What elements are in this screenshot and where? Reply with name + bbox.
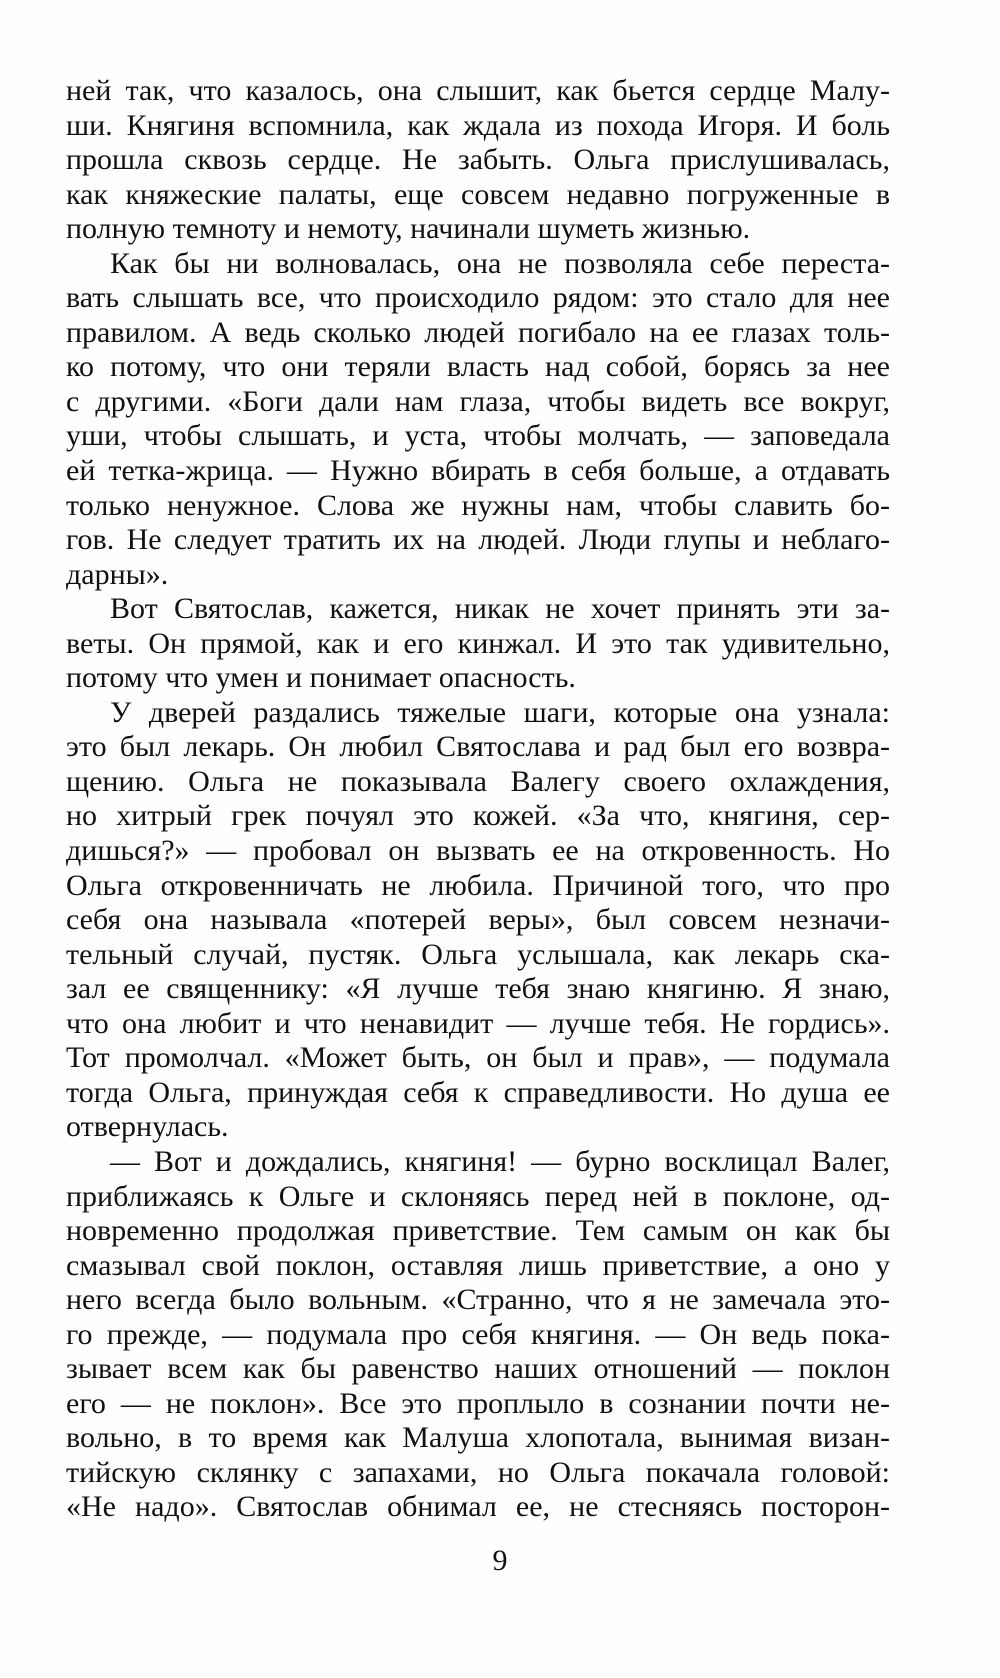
text-line: тийскую склянку с запахами, но Ольга покачала головой: [66,1455,890,1489]
text-line: тогда Ольга, принуждая себя к справедливости. Но душа ее [66,1075,890,1109]
text-line: новременно продолжая приветствие. Тем самым он как бы [66,1214,890,1248]
text-line: что она любит и что ненавидит — лучше тебя. Не гордись». [66,1006,890,1040]
text-line: отвернулась. [66,1110,229,1144]
text-line: — Вот и дождались, княгиня! — бурно восклицал Валег, [110,1144,890,1178]
text-line: полную темноту и немоту, начинали шуметь жизнью. [66,212,751,246]
text-line: ши. Княгиня вспомнила, как ждала из похода Игоря. И боль [66,108,890,142]
text-line: Вот Святослав, кажется, никак не хочет принять эти за- [110,592,890,626]
text-line: прошла сквозь сердце. Не забыть. Ольга прислушивалась, [66,143,890,177]
text-line: только ненужное. Слова же нужны нам, чтобы славить бо- [66,488,890,522]
text-line: Ольга откровенничать не любила. Причиной того, что про [66,868,890,902]
text-line: смазывал свой поклон, оставляя лишь приветствие, а оно у [66,1248,890,1282]
text-line: себя она называла «потерей веры», был совсем незначи- [66,903,890,937]
text-line: приближаясь к Ольге и склоняясь перед ней в поклоне, од- [66,1179,890,1213]
text-line: веты. Он прямой, как и его кинжал. И это так удивительно, [66,626,890,660]
text-line: зывает всем как бы равенство наших отношений — поклон [66,1352,890,1386]
text-line: него всегда было вольным. «Странно, что я не замечала это- [66,1283,890,1317]
text-line: его — не поклон». Все это проплыло в сознании почти не- [66,1386,890,1420]
text-line: дарны». [66,557,169,591]
text-line: тельный случай, пустяк. Ольга услышала, как лекарь ска- [66,937,890,971]
text-line: правилом. А ведь сколько людей погибало на ее глазах толь- [66,315,890,349]
text-line: вольно, в то время как Малуша хлопотала, вынимая визан- [66,1421,890,1455]
text-line: потому что умен и понимает опасность. [66,661,576,695]
text-line: ко потому, что они теряли власть над собой, борясь за нее [66,350,890,384]
text-line: дишься?» — пробовал он вызвать ее на откровенность. Но [66,834,890,868]
text-line: Тот промолчал. «Может быть, он был и прав», — подумала [66,1041,890,1075]
text-line: ей тетка-жрица. — Нужно вбирать в себя больше, а отдавать [66,454,890,488]
text-line: «Не надо». Святослав обнимал ее, не стесняясь посторон- [66,1490,890,1524]
text-line: это был лекарь. Он любил Святослава и рад был его возвра- [66,730,890,764]
text-line: Как бы ни волновалась, она не позволяла себе переста- [110,246,890,280]
text-line: но хитрый грек почуял это кожей. «За что, княгиня, сер- [66,799,890,833]
text-line: зал ее священнику: «Я лучше тебя знаю княгиню. Я знаю, [66,972,890,1006]
text-line: ней так, что казалось, она слышит, как бьется сердце Малу- [66,74,890,107]
text-line: как княжеские палаты, еще совсем недавно погруженные в [66,177,890,211]
text-line: У дверей раздались тяжелые шаги, которые она узнала: [110,695,890,729]
text-line: уши, чтобы слышать, и уста, чтобы молчать, — заповедала [66,419,890,453]
body-text [66,74,890,1525]
text-line: вать слышать все, что происходило рядом: это стало для нее [66,281,890,315]
page-number: 9 [492,1544,508,1577]
text-line: с другими. «Боги дали нам глаза, чтобы видеть все вокруг, [66,384,890,418]
text-line: щению. Ольга не показывала Валегу своего охлаждения, [66,764,890,798]
text-line: го прежде, — подумала про себя княгиня. — Он ведь пока- [66,1317,890,1351]
text-line: гов. Не следует тратить их на людей. Люди глупы и неблаго- [66,523,890,557]
